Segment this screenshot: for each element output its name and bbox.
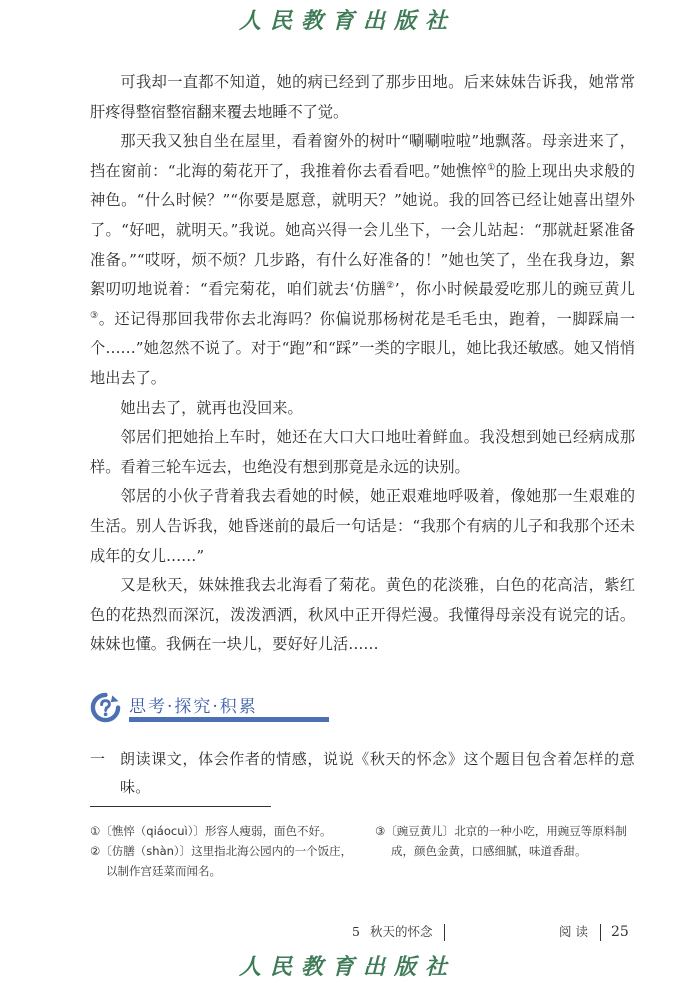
publisher-logo-top: 人民教育出版社 [238,8,456,34]
footnote-ref-1[interactable]: ① [487,162,496,173]
footnote-ref-3[interactable]: ③ [90,310,99,321]
section-header [90,690,300,730]
footnote-1: ①〔憔悴（qiáocuì）〕形容人瘦弱，面色不好。 [90,824,332,838]
question-item [90,745,635,801]
article-body [90,68,635,660]
footer-lesson [352,922,455,941]
footnote-divider [90,806,271,807]
footer-page [559,922,629,941]
footer-divider [600,924,601,941]
footer-divider [444,924,445,941]
footnotes-right [375,821,645,861]
section-underline [129,717,329,722]
paragraph-2: 那天我又独自坐在屋里，看着窗外的树叶“唰唰啦啦”地飘落。母亲进来了，挡在窗前：“北海的菊花开了，我推着你去看看吧。”她憔悴①的脸上现出央求般的神色。“什么时候？”“你要是愿意，就明天？”她说。我的回答已经让她喜出望外了。“好吧，就明天。”我说。她高兴得一会儿坐下，一会儿站起：“那就赶紧准备准备。”“哎呀，烦不烦？几步路，有什么好准备的！”她也笑了，坐在我身边，絮絮叨叨地说着：“看完菊花，咱们就去‘仿膳②’，你小时候最爱吃那儿的豌豆黄儿③。还记得那回我带你去北海吗？你偏说那杨树花是毛毛虫，跑着，一脚踩扁一个……”她忽然不说了。对于“跑”和“踩”一类的字眼儿，她比我还敏感。她又悄悄地出去了。 [90,132,636,387]
paragraph-3: 她出去了，就再也没回来。 [120,398,303,417]
lesson-number: 5 [352,924,360,939]
unit-label: 阅 读 [559,924,588,939]
question-number: 一 [90,750,106,768]
paragraph-6: 又是秋天，妹妹推我去北海看了菊花。黄色的花淡雅，白色的花高洁，紫红色的花热烈而深沉，泼泼洒洒，秋风中正开得烂漫。我懂得母亲没有说完的话。妹妹也懂。我俩在一块儿，要好好儿活…… [90,576,635,654]
footnote-3: ③〔豌豆黄儿〕北京的一种小吃，用豌豆等原料制成，颜色金黄，口感细腻，味道香甜。 [375,824,627,858]
section-title: 思考·探究·积累 [129,697,258,717]
paragraph-1: 可我却一直都不知道，她的病已经到了那步田地。后来妹妹告诉我，她常常肝疼得整宿整宿翻来覆去地睡不了觉。 [90,73,635,121]
question-text: 朗读课文，体会作者的情感，说说《秋天的怀念》这个题目包含着怎样的意味。 [120,750,635,796]
lesson-title: 秋天的怀念 [369,924,433,939]
paragraph-4: 邻居们把她抬上车时，她还在大口大口地吐着鲜血。我没想到她已经病成那样。看着三轮车远去，也绝没有想到那竟是永远的诀别。 [90,428,635,476]
page-number: 25 [610,924,629,940]
footnote-2: ②〔仿膳（shàn）〕这里指北海公园内的一个饭庄，以制作宫廷菜而闻名。 [90,844,353,878]
footnotes-left [90,821,360,881]
question-circle-icon [90,692,121,723]
paragraph-5: 邻居的小伙子背着我去看她的时候，她正艰难地呼吸着，像她那一生艰难的生活。别人告诉我，她昏迷前的最后一句话是：“我那个有病的儿子和我那个还未成年的女儿……” [90,487,635,565]
footnote-ref-2[interactable]: ② [386,281,395,292]
publisher-logo-bottom: 人民教育出版社 [238,954,456,980]
